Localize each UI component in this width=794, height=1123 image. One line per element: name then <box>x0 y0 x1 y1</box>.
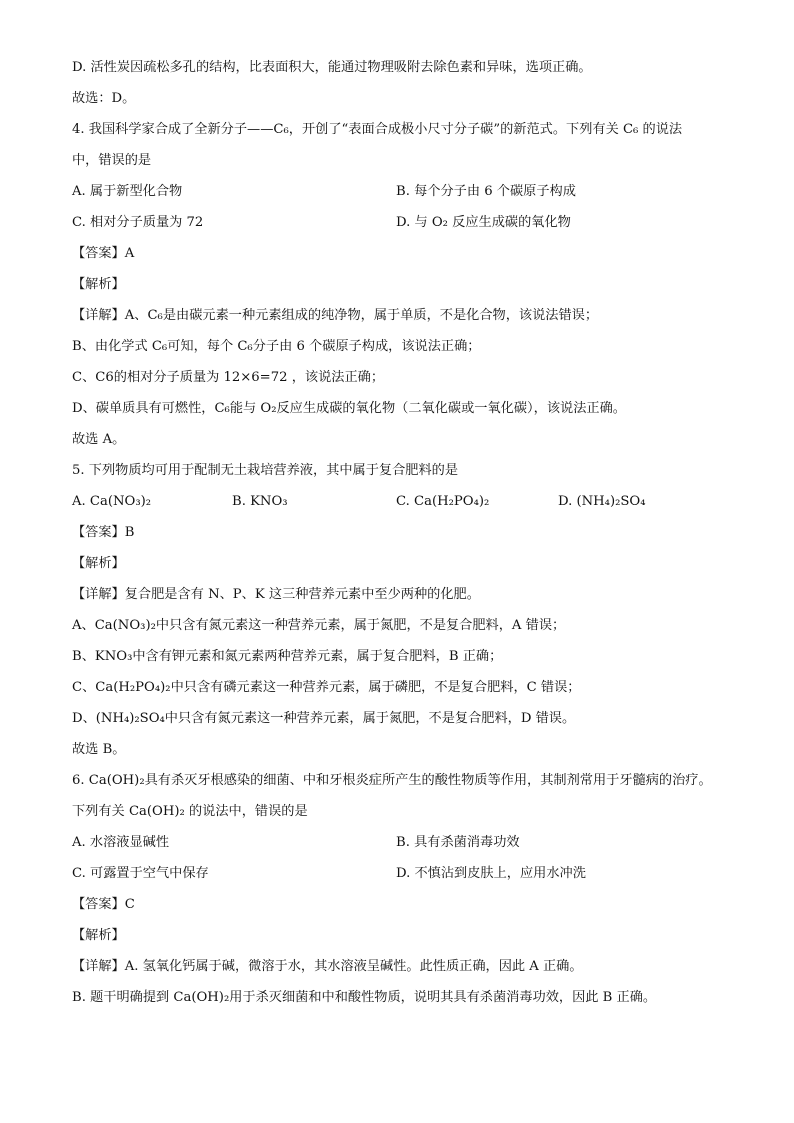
question-4-stem: 4. 我国科学家合成了全新分子——C₆，开创了“表面合成极小尺寸分子碳”的新范式。下列有关 C₆ 的说法 <box>72 122 683 137</box>
analysis-label: 【解析】 <box>72 277 125 292</box>
choice-d: D. 与 O₂ 反应生成碳的氧化物 <box>396 215 571 230</box>
choice-b: B. 每个分子由 6 个碳原子构成 <box>396 184 576 199</box>
text-line: 故选：D。 <box>72 91 136 106</box>
question-6-stem: 6. Ca(OH)₂具有杀灭牙根感染的细菌、中和牙根炎症所产生的酸性物质等作用，其制剂常用于牙髓病的治疗。 <box>72 773 712 788</box>
analysis-label: 【解析】 <box>72 928 125 943</box>
detail-line: 【详解】A、C₆是由碳元素一种元素组成的纯净物，属于单质，不是化合物，该说法错误； <box>72 308 599 323</box>
detail-line: A、Ca(NO₃)₂中只含有氮元素这一种营养元素，属于氮肥，不是复合肥料，A 错误； <box>72 618 566 633</box>
detail-line: 【详解】A. 氢氧化钙属于碱，微溶于水，其水溶液呈碱性。此性质正确，因此 A 正确。 <box>72 959 583 974</box>
choice-a: A. 水溶液显碱性 <box>72 835 170 850</box>
conclusion-line: 故选 B。 <box>72 742 126 757</box>
choice-c: C. 相对分子质量为 72 <box>72 215 204 230</box>
choice-d: D. (NH₄)₂SO₄ <box>558 494 646 509</box>
choice-a: A. Ca(NO₃)₂ <box>72 494 152 509</box>
choice-b: B. KNO₃ <box>232 494 288 509</box>
choice-c: C. Ca(H₂PO₄)₂ <box>396 494 490 509</box>
answer-label: 【答案】A <box>72 246 135 261</box>
detail-line: B. 题干明确提到 Ca(OH)₂用于杀灭细菌和中和酸性物质，说明其具有杀菌消毒功效，因此 B 正确。 <box>72 990 657 1005</box>
conclusion-line: 故选 A。 <box>72 432 126 447</box>
detail-line: 【详解】复合肥是含有 N、P、K 这三种营养元素中至少两种的化肥。 <box>72 587 480 602</box>
detail-line: B、由化学式 C₆可知，每个 C₆分子由 6 个碳原子构成，该说法正确； <box>72 339 481 354</box>
detail-line: D、(NH₄)₂SO₄中只含有氮元素这一种营养元素，属于氮肥，不是复合肥料，D 错误。 <box>72 711 576 726</box>
detail-line: C、C6的相对分子质量为 12×6=72 ，该说法正确； <box>72 370 385 385</box>
answer-label: 【答案】C <box>72 897 135 912</box>
question-4-stem-cont: 中，错误的是 <box>72 153 152 168</box>
detail-line: C、Ca(H₂PO₄)₂中只含有磷元素这一种营养元素，属于磷肥，不是复合肥料，C 错误； <box>72 680 581 695</box>
choice-a: A. 属于新型化合物 <box>72 184 183 199</box>
choice-b: B. 具有杀菌消毒功效 <box>396 835 520 850</box>
analysis-label: 【解析】 <box>72 556 125 571</box>
choice-d: D. 不慎沾到皮肤上，应用水冲洗 <box>396 866 586 881</box>
text-line: D. 活性炭因疏松多孔的结构，比表面积大，能通过物理吸附去除色素和异味，选项正确。 <box>72 60 592 75</box>
detail-line: D、碳单质具有可燃性，C₆能与 O₂反应生成碳的氧化物（二氧化碳或一氧化碳），该说法正确。 <box>72 401 626 416</box>
question-6-stem-cont: 下列有关 Ca(OH)₂ 的说法中，错误的是 <box>72 804 308 819</box>
question-5-stem: 5. 下列物质均可用于配制无土栽培营养液，其中属于复合肥料的是 <box>72 463 459 478</box>
choice-c: C. 可露置于空气中保存 <box>72 866 209 881</box>
detail-line: B、KNO₃中含有钾元素和氮元素两种营养元素，属于复合肥料，B 正确； <box>72 649 503 664</box>
answer-label: 【答案】B <box>72 525 135 540</box>
